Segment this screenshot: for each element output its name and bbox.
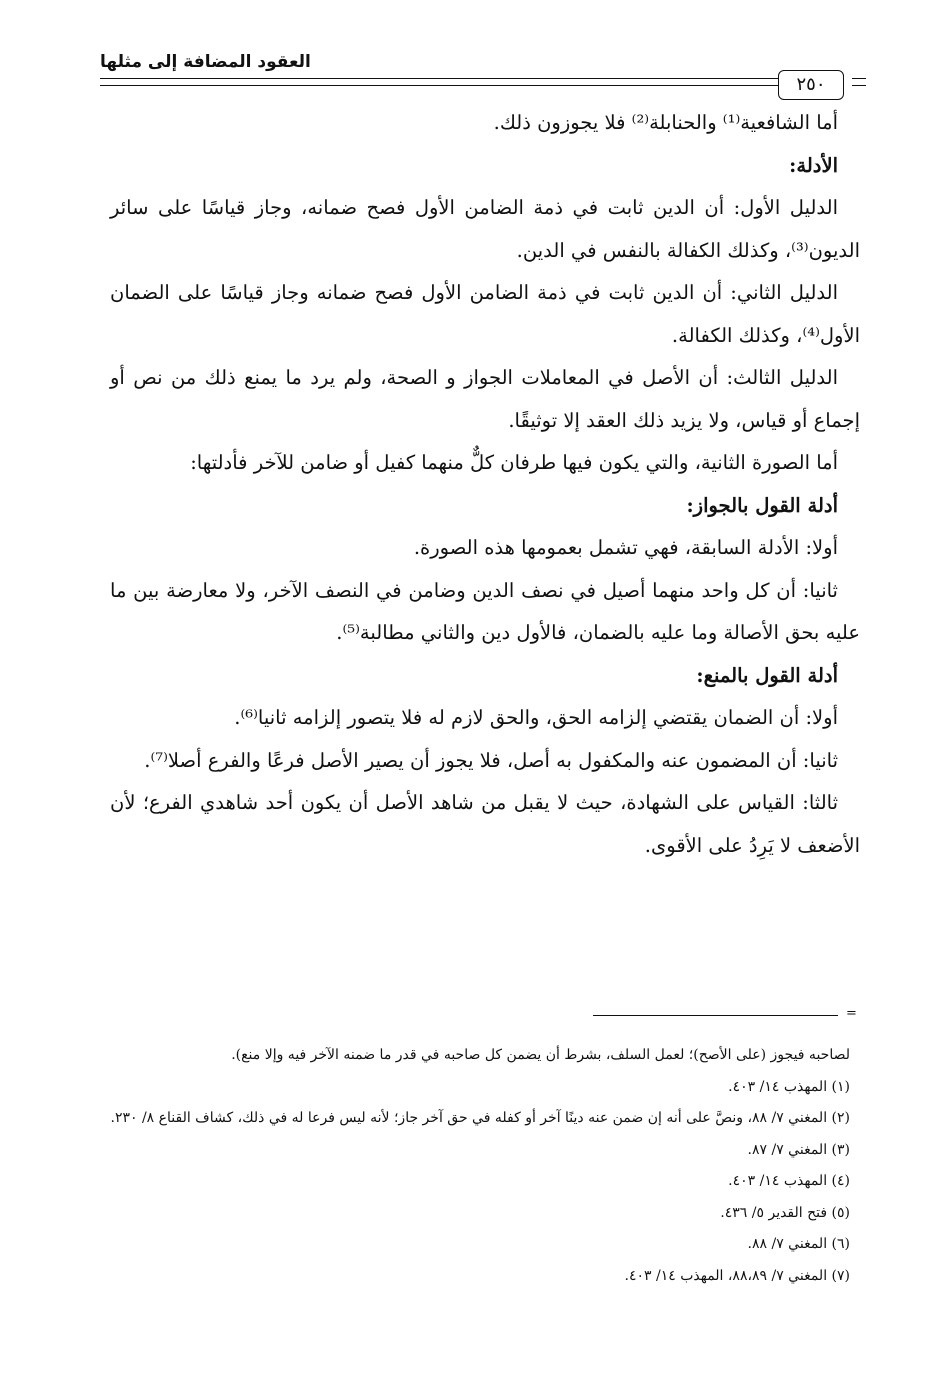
header-tick-top [852,78,866,79]
footnote-separator [593,1015,838,1016]
heading-permit: أدلة القول بالجواز: [686,493,838,517]
paragraph-second-form: أما الصورة الثانية، والتي يكون فيها طرفان كلٌّ منهما كفيل أو ضامن للآخر فأدلتها: [190,451,838,474]
paragraph-prohibit-1: أولا: أن الضمان يقتضي إلزامه الحق، والحق لازم له فلا يتصور إلزامه ثانيا⁽⁶⁾. [234,706,838,729]
paragraph-permit-1: أولا: الأدلة السابقة، فهي تشمل بعمومها هذه الصورة. [413,536,838,559]
footnote-7: (٧) المغني ٧/ ٨٨،٨٩، المهذب ١٤/ ٤٠٣. [624,1267,850,1284]
paragraph-evidence-2: الدليل الثاني: أن الدين ثابت في ذمة الضامن الأول فصح ضمانه وجاز قياسًا على الضمان الأول⁽⁴⁾، وكذلك الكفالة. [110,281,860,347]
page-number: ٢٥٠ [778,70,844,100]
heading-prohibit: أدلة القول بالمنع: [696,663,838,687]
footnote-3: (٣) المغني ٧/ ٨٧. [747,1141,850,1158]
footnote-2: (٢) المغني ٧/ ٨٨، ونصَّ على أنه إن ضمن عنه دينًا آخر أو كفله في حق آخر جاز؛ لأنه ليس فرعا له في ذلك، كشاف القناع ٨/ ٢٣٠. [110,1110,850,1126]
paragraph-prohibit-2: ثانيا: أن المضمون عنه والمكفول به أصل، فلا يجوز أن يصير الأصل فرعًا والفرع أصلا⁽⁷⁾. [144,748,838,772]
header-rule-top [100,78,778,79]
footnotes [110,1040,850,1292]
paragraph-shafii: أما الشافعية⁽¹⁾ والحنابلة⁽²⁾ فلا يجوزون ذلك. [493,111,838,134]
paragraph-permit-2: ثانيا: أن كل واحد منهما أصيل في نصف الدين وضامن في النصف الآخر، ولا معارضة بين ما عليه بحق الأصالة وما عليه بالضمان، فالأول دين والثاني مطالبة⁽⁵⁾. [110,578,860,644]
main-text [110,102,860,867]
paragraph-evidence-1: الدليل الأول: أن الدين ثابت في ذمة الضامن الأول فصح ضمانه، وجاز قياسًا على سائر الديون⁽³⁾، وكذلك الكفالة بالنفس في الدين. [110,196,860,262]
footnote-6: (٦) المغني ٧/ ٨٨. [747,1236,850,1252]
paragraph-prohibit-3: ثالثا: القياس على الشهادة، حيث لا يقبل من شاهد الأصل أن يكون أحد شاهدي الفرع؛ لأن الأضعف لا يَرِدُ على الأقوى. [110,791,860,857]
header-rule-bottom [100,85,778,86]
page-header [100,40,860,110]
footnote-carryover: لصاحبه فيجوز (على الأصح)؛ لعمل السلف، بشرط أن يضمن كل صاحبه في قدر ما ضمنه الآخر فيه وإلا منع). [231,1047,850,1063]
header-tick-bottom [852,85,866,86]
heading-evidence: الأدلة: [789,153,838,177]
running-title: العقود المضافة إلى مثلها [100,52,311,72]
footnote-continuation-mark: = [846,1006,857,1021]
paragraph-evidence-3: الدليل الثالث: أن الأصل في المعاملات الجواز و الصحة، ولم يرد ما يمنع ذلك من نص أو إجماع أو قياس، ولا يزيد ذلك العقد إلا توثيقًا. [110,366,860,432]
footnote-1: (١) المهذب ١٤/ ٤٠٣. [728,1078,850,1095]
footnote-5: (٥) فتح القدير ٥/ ٤٣٦. [720,1204,850,1221]
footnote-4: (٤) المهذب ١٤/ ٤٠٣. [728,1173,850,1189]
